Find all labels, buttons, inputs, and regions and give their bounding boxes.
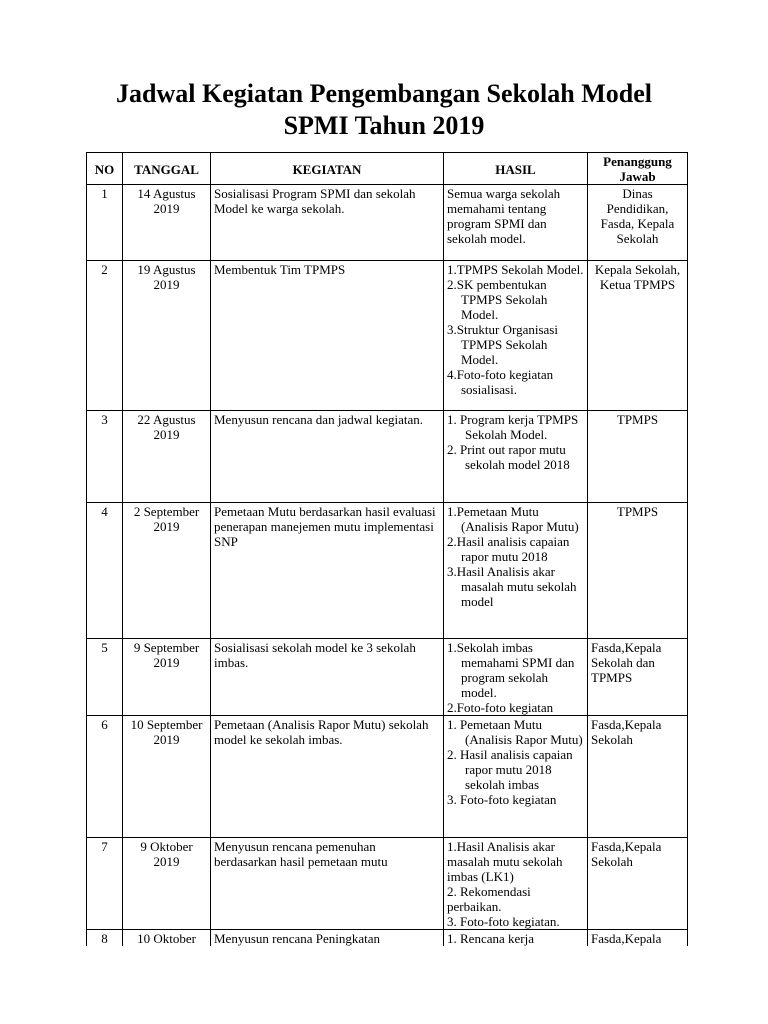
cell-no: 8 [87, 930, 123, 947]
hasil-item: 1.Hasil Analisis akar masalah mutu sekolah imbas (LK1) [447, 839, 563, 884]
cell-tanggal: 2 September 2019 [123, 503, 211, 639]
cell-tanggal: 10 Oktober [123, 930, 211, 947]
hasil-item: 2.SK pembentukan TPMPS Sekolah Model. [447, 277, 548, 322]
table-row [87, 930, 688, 947]
cell-penanggung-jawab: Kepala Sekolah, Ketua TPMPS [588, 261, 688, 411]
cell-hasil [444, 716, 588, 838]
cell-penanggung-jawab: Dinas Pendidikan, Fasda, Kepala Sekolah [588, 185, 688, 261]
header-tanggal: TANGGAL [123, 153, 211, 185]
header-pj-line-2: Jawab [619, 169, 656, 184]
cell-hasil [444, 503, 588, 639]
table-row [87, 838, 688, 930]
cell-tanggal: 9 Oktober 2019 [123, 838, 211, 930]
title-line-2: SPMI Tahun 2019 [283, 111, 485, 140]
hasil-item: 3.Hasil Analisis akar masalah mutu sekolah model [447, 564, 577, 609]
header-kegiatan: KEGIATAN [211, 153, 444, 185]
hasil-item: 4.Foto-foto kegiatan sosialisasi. [447, 367, 554, 397]
cell-penanggung-jawab: TPMPS [588, 503, 688, 639]
cell-kegiatan: Menyusun rencana dan jadwal kegiatan. [211, 411, 444, 503]
cell-tanggal: 19 Agustus 2019 [123, 261, 211, 411]
cell-no: 5 [87, 639, 123, 716]
table-row [87, 503, 688, 639]
cell-kegiatan: Membentuk Tim TPMPS [211, 261, 444, 411]
cell-kegiatan: Sosialisasi sekolah model ke 3 sekolah imbas. [211, 639, 444, 716]
cell-kegiatan: Pemetaan Mutu berdasarkan hasil evaluasi penerapan manejemen mutu implementasi SNP [211, 503, 444, 639]
cell-tanggal: 10 September 2019 [123, 716, 211, 838]
cell-no: 3 [87, 411, 123, 503]
cell-hasil [444, 639, 588, 716]
hasil-item: 1.Sekolah imbas memahami SPMI dan program sekolah model. [447, 640, 575, 700]
cell-no: 6 [87, 716, 123, 838]
table-row [87, 185, 688, 261]
cell-penanggung-jawab: Fasda,Kepala [588, 930, 688, 947]
cell-penanggung-jawab: Fasda,Kepala Sekolah dan TPMPS [588, 639, 688, 716]
hasil-item: 2. Print out rapor mutu sekolah model 2018 [447, 442, 570, 472]
cell-hasil [444, 185, 588, 261]
hasil-item: 1. Pemetaan Mutu (Analisis Rapor Mutu) [447, 717, 583, 747]
title-line-1: Jadwal Kegiatan Pengembangan Sekolah Model [116, 79, 652, 108]
header-penanggung-jawab [588, 153, 688, 185]
hasil-item: 2. Rekomendasi perbaikan. [447, 884, 531, 914]
cell-hasil [444, 411, 588, 503]
cell-no: 1 [87, 185, 123, 261]
hasil-item: 1. Program kerja TPMPS Sekolah Model. [447, 412, 579, 442]
hasil-item: 1.TPMPS Sekolah Model. [447, 262, 584, 277]
table-row [87, 716, 688, 838]
hasil-item: 2. Hasil analisis capaian rapor mutu 2018 sekolah imbas [447, 747, 573, 792]
hasil-item: 3.Struktur Organisasi TPMPS Sekolah Model. [447, 322, 558, 367]
cell-kegiatan: Menyusun rencana pemenuhan berdasarkan hasil pemetaan mutu [211, 838, 444, 930]
table-row [87, 639, 688, 716]
cell-kegiatan: Sosialisasi Program SPMI dan sekolah Model ke warga sekolah. [211, 185, 444, 261]
cell-penanggung-jawab: Fasda,Kepala Sekolah [588, 716, 688, 838]
hasil-item: 1.Pemetaan Mutu (Analisis Rapor Mutu) [447, 504, 579, 534]
hasil-item: 2.Hasil analisis capaian rapor mutu 2018 [447, 534, 570, 564]
cell-tanggal: 22 Agustus 2019 [123, 411, 211, 503]
cell-tanggal: 9 September 2019 [123, 639, 211, 716]
cell-no: 4 [87, 503, 123, 639]
cell-no: 7 [87, 838, 123, 930]
cell-hasil [444, 930, 588, 947]
hasil-item: 2.Foto-foto kegiatan [447, 700, 554, 715]
header-pj-line-1: Penanggung [603, 154, 672, 169]
cell-hasil [444, 838, 588, 930]
table-row [87, 261, 688, 411]
header-no: NO [87, 153, 123, 185]
hasil-item: 3. Foto-foto kegiatan. [447, 914, 560, 929]
cell-no: 2 [87, 261, 123, 411]
header-hasil: HASIL [444, 153, 588, 185]
cell-kegiatan: Pemetaan (Analisis Rapor Mutu) sekolah model ke sekolah imbas. [211, 716, 444, 838]
page-title [0, 78, 768, 142]
cell-penanggung-jawab: Fasda,Kepala Sekolah [588, 838, 688, 930]
hasil-item: Semua warga sekolah memahami tentang program SPMI dan sekolah model. [447, 186, 561, 246]
table-header-row [87, 153, 688, 185]
cell-tanggal: 14 Agustus 2019 [123, 185, 211, 261]
table-row [87, 411, 688, 503]
hasil-item: 1. Rencana kerja [447, 931, 534, 946]
cell-penanggung-jawab: TPMPS [588, 411, 688, 503]
hasil-item: 3. Foto-foto kegiatan [447, 792, 557, 807]
schedule-table [86, 152, 688, 946]
cell-kegiatan: Menyusun rencana Peningkatan [211, 930, 444, 947]
cell-hasil [444, 261, 588, 411]
